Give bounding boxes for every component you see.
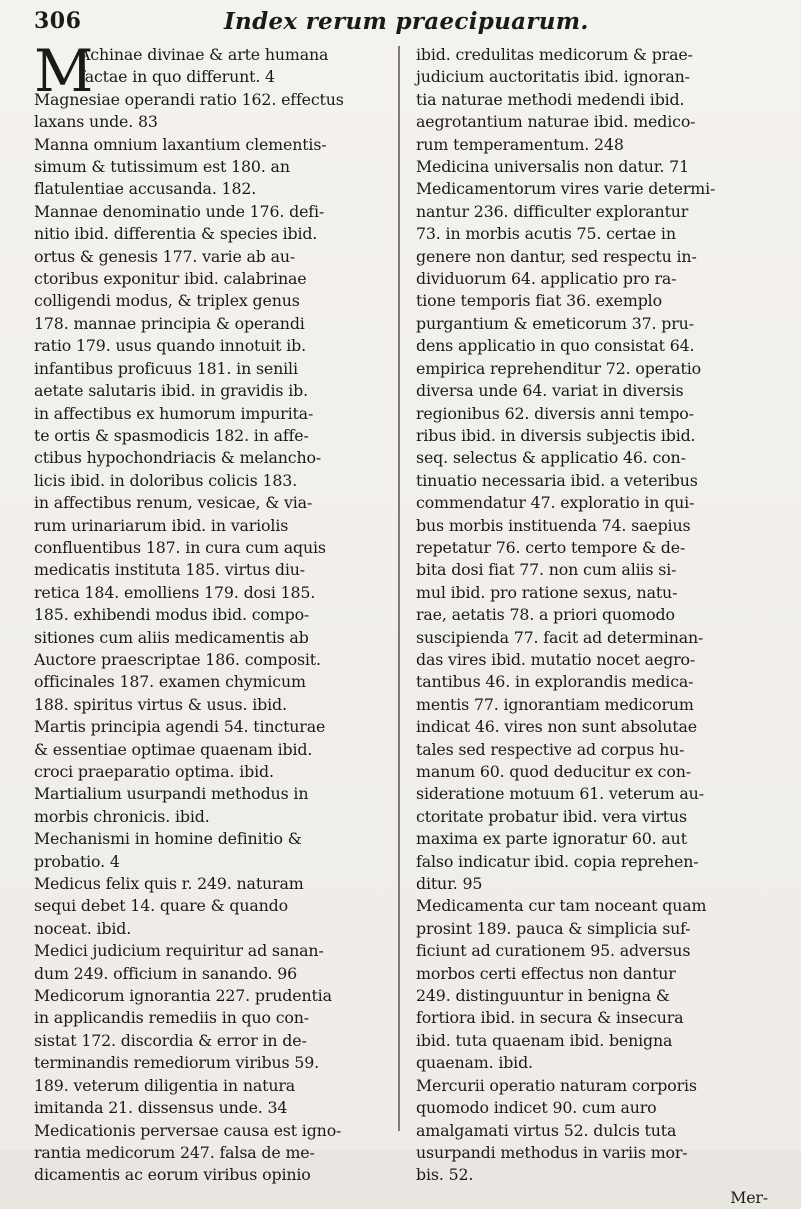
running-title: Index rerum praecipuarum.	[224, 8, 589, 35]
right-index-line: empirica reprehenditur 72. operatio	[416, 358, 701, 378]
left-index-line: licis ibid. in doloribus colicis 183.	[34, 470, 298, 490]
right-index-line: tales sed respective ad corpus hu-	[416, 739, 685, 759]
right-index-line: falso indicatur ibid. copia reprehen-	[416, 851, 699, 871]
left-index-line: Martialium usurpandi methodus in	[34, 784, 309, 804]
left-index-line: dum 249. officium in sanando. 96	[34, 963, 298, 983]
right-index-line: tinuatio necessaria ibid. a veteribus	[416, 470, 698, 490]
left-index-line: medicatis instituta 185. virtus diu-	[34, 560, 305, 580]
right-index-line: prosint 189. pauca & simplicia suf-	[416, 918, 691, 938]
drop-cap: M	[34, 37, 94, 105]
right-index-line: indicat 46. vires non sunt absolutae	[416, 717, 697, 737]
right-index-line: sideratione motuum 61. veterum au-	[416, 784, 704, 804]
left-index-line: Martis principia agendi 54. tincturae	[34, 717, 326, 737]
left-index-line: rum urinariarum ibid. in variolis	[34, 515, 289, 535]
left-index-line: sitiones cum aliis medicamentis ab	[34, 627, 309, 647]
left-index-line: terminandis remediorum viribus 59.	[34, 1053, 319, 1073]
right-index-line: rae, aetatis 78. a priori quomodo	[416, 605, 675, 625]
left-index-line: in affectibus ex humorum impurita-	[34, 403, 314, 423]
left-index-line: Medicationis perversae causa est igno-	[34, 1120, 342, 1140]
left-index-line: dicamentis ac eorum viribus opinio	[34, 1165, 311, 1185]
left-index-line: ratio 179. usus quando innotuit ib.	[34, 336, 306, 356]
left-index-line: Medicus felix quis r. 249. naturam	[34, 874, 304, 894]
right-index-line: ibid. credulitas medicorum & prae-	[416, 45, 693, 64]
right-index-line: fortiora ibid. in secura & insecura	[416, 1008, 684, 1028]
left-index-line: factae in quo differunt. 4	[79, 67, 275, 87]
right-index-line: purgantium & emeticorum 37. pru-	[416, 313, 694, 333]
right-index-line: dens applicatio in quo consistat 64.	[416, 336, 695, 356]
right-index-line: mul ibid. pro ratione sexus, natu-	[416, 582, 678, 602]
left-index-line: morbis chronicis. ibid.	[34, 806, 210, 826]
page-number: 306	[34, 8, 82, 34]
right-index-line: ctoritate probatur ibid. vera virtus	[416, 806, 687, 826]
right-index-line: diversa unde 64. variat in diversis	[416, 381, 684, 401]
left-index-line: in applicandis remediis in quo con-	[34, 1008, 309, 1028]
right-index-line: bis. 52.	[416, 1165, 474, 1185]
left-column	[34, 37, 386, 1185]
right-index-line: das vires ibid. mutatio nocet aegro-	[416, 649, 696, 669]
right-index-line: Mercurii operatio naturam corporis	[416, 1075, 697, 1095]
left-index-line: rantia medicorum 247. falsa de me-	[34, 1142, 315, 1162]
left-index-line: Mannae denominatio unde 176. defi-	[34, 201, 325, 221]
left-index-line: laxans unde. 83	[34, 112, 158, 132]
left-index-line: Manna omnium laxantium clementis-	[34, 134, 327, 154]
left-index-line: infantibus proficuus 181. in senili	[34, 358, 298, 378]
left-index-line: 189. veterum diligentia in natura	[34, 1075, 296, 1095]
right-index-line: Medicamenta cur tam noceant quam	[416, 896, 707, 916]
right-index-line: aegrotantium naturae ibid. medico-	[416, 112, 696, 132]
right-index-line: regionibus 62. diversis anni tempo-	[416, 403, 694, 423]
right-index-line: maxima ex parte ignoratur 60. aut	[416, 829, 687, 849]
left-index-line: confluentibus 187. in cura cum aquis	[34, 537, 326, 557]
right-index-line: suscipienda 77. facit ad determinan-	[416, 627, 704, 647]
right-index-line: nantur 236. difficulter explorantur	[416, 201, 689, 221]
left-index-line: retica 184. emolliens 179. dosi 185.	[34, 582, 316, 602]
right-index-line: repetatur 76. certo tempore & de-	[416, 537, 686, 557]
left-index-line: aetate salutaris ibid. in gravidis ib.	[34, 381, 308, 401]
right-index-line: 249. distinguuntur in benigna &	[416, 986, 670, 1006]
right-index-line: judicium auctoritatis ibid. ignoran-	[416, 67, 690, 87]
left-index-line: 178. mannae principia & operandi	[34, 313, 305, 333]
right-index-line: mentis 77. ignorantiam medicorum	[416, 694, 694, 714]
right-index-line: bus morbis instituenda 74. saepius	[416, 515, 691, 535]
left-index-line: Medicorum ignorantia 227. prudentia	[34, 986, 332, 1006]
left-index-line: officinales 187. examen chymicum	[34, 672, 306, 692]
left-index-line: flatulentiae accusanda. 182.	[34, 179, 257, 199]
right-index-line: dividuorum 64. applicatio pro ra-	[416, 269, 677, 289]
right-index-line: rum temperamentum. 248	[416, 134, 624, 154]
right-index-line: genere non dantur, sed respectu in-	[416, 246, 697, 266]
right-index-line: tione temporis fiat 36. exemplo	[416, 291, 662, 311]
left-index-line: Mechanismi in homine definitio &	[34, 829, 302, 849]
right-index-line: tantibus 46. in explorandis medica-	[416, 672, 694, 692]
right-index-line: tia naturae methodi medendi ibid.	[416, 89, 685, 109]
left-index-line: noceat. ibid.	[34, 918, 132, 938]
left-index-line: ortus & genesis 177. varie ab au-	[34, 246, 296, 266]
left-index-line: Achinae divinae & arte humana	[79, 45, 329, 64]
left-index-line: ctibus hypochondriacis & melancho-	[34, 448, 322, 468]
left-index-line: colligendi modus, & triplex genus	[34, 291, 300, 311]
left-index-line: Medici judicium requiritur ad sanan-	[34, 941, 324, 961]
left-index-line: te ortis & spasmodicis 182. in affe-	[34, 425, 309, 445]
right-index-line: ficiunt ad curationem 95. adversus	[416, 941, 691, 961]
left-index-line: ctoribus exponitur ibid. calabrinae	[34, 269, 307, 289]
right-index-line: morbos certi effectus non dantur	[416, 963, 676, 983]
page-header	[34, 6, 767, 40]
left-index-line: 188. spiritus virtus & usus. ibid.	[34, 694, 287, 714]
left-index-line: 185. exhibendi modus ibid. compo-	[34, 605, 310, 625]
right-index-line: ibid. tuta quaenam ibid. benigna	[416, 1030, 673, 1050]
right-column	[416, 44, 768, 1207]
right-index-line: Medicina universalis non datur. 71	[416, 157, 689, 177]
right-index-line: ditur. 95	[416, 874, 483, 894]
catchword: Mer-	[730, 1187, 768, 1207]
left-index-line: croci praeparatio optima. ibid.	[34, 762, 274, 781]
right-index-line: quaenam. ibid.	[416, 1053, 533, 1073]
left-index-line: nitio ibid. differentia & species ibid.	[34, 224, 318, 244]
left-index-line: sequi debet 14. quare & quando	[34, 896, 288, 916]
column-divider	[398, 46, 400, 1131]
right-index-line: bita dosi fiat 77. non cum aliis si-	[416, 560, 677, 580]
left-index-line: Auctore praescriptae 186. composit.	[34, 649, 321, 669]
right-index-line: Medicamentorum vires varie determi-	[416, 179, 716, 199]
left-index-line: in affectibus renum, vesicae, & via-	[34, 493, 313, 513]
left-index-line: probatio. 4	[34, 851, 120, 871]
right-index-line: commendatur 47. exploratio in qui-	[416, 493, 695, 513]
left-index-line: imitanda 21. dissensus unde. 34	[34, 1098, 288, 1118]
left-index-line: & essentiae optimae quaenam ibid.	[34, 739, 313, 759]
right-index-line: amalgamati virtus 52. dulcis tuta	[416, 1120, 677, 1140]
right-index-line: 73. in morbis acutis 75. certae in	[416, 224, 676, 244]
right-index-line: seq. selectus & applicatio 46. con-	[416, 448, 686, 468]
right-index-line: usurpandi methodus in variis mor-	[416, 1142, 688, 1162]
right-index-line: quomodo indicet 90. cum auro	[416, 1098, 657, 1118]
left-index-line: simum & tutissimum est 180. an	[34, 157, 290, 177]
right-index-line: ribus ibid. in diversis subjectis ibid.	[416, 425, 696, 445]
left-index-line: Magnesiae operandi ratio 162. effectus	[34, 89, 344, 109]
right-index-line: manum 60. quod deducitur ex con-	[416, 762, 691, 781]
left-index-line: sistat 172. discordia & error in de-	[34, 1030, 307, 1050]
index-columns	[34, 37, 768, 1207]
